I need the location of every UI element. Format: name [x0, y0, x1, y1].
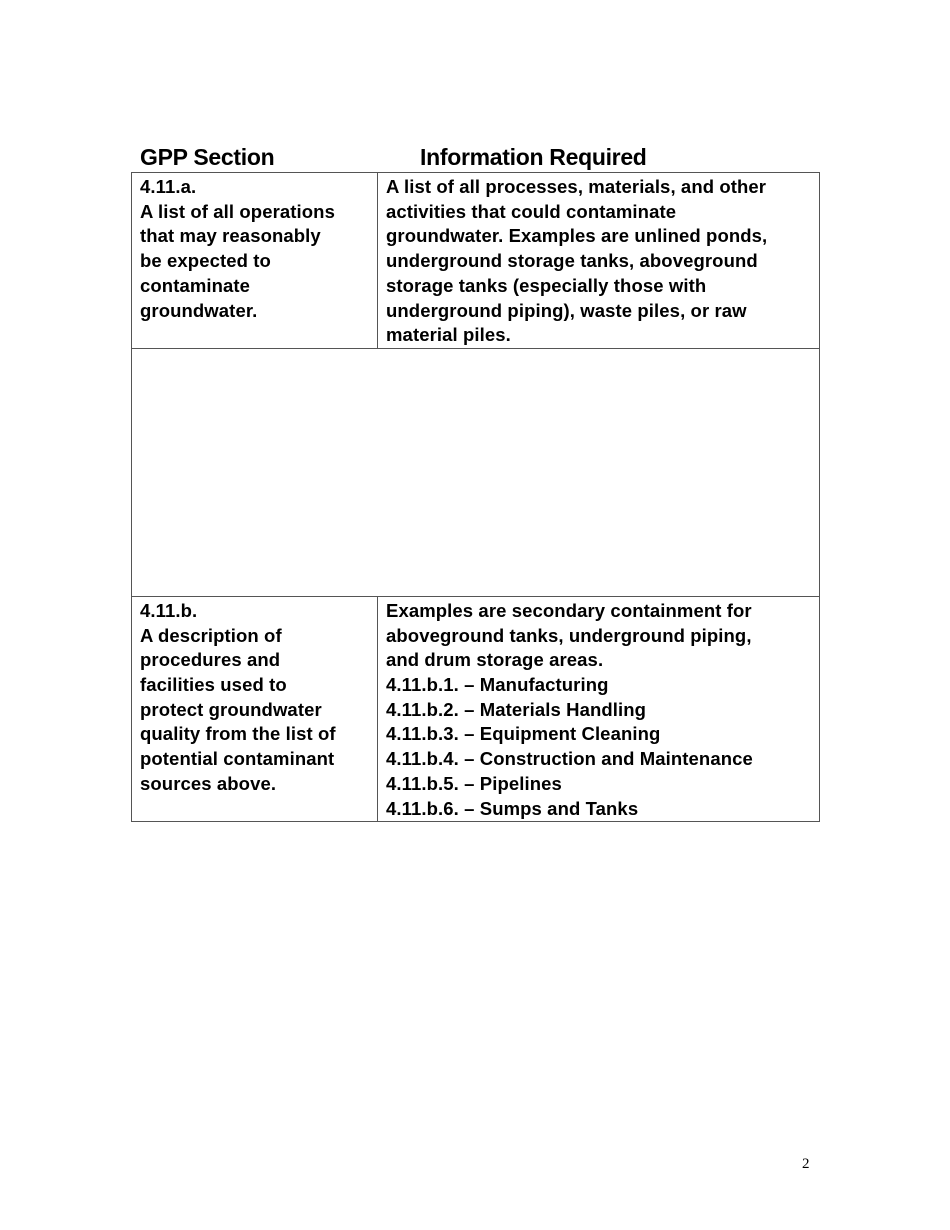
- table-row-4-11-a: [132, 173, 820, 349]
- info-list-item: 4.11.b.5. – Pipelines: [386, 772, 562, 794]
- info-text-line: storage tanks (especially those with: [386, 274, 707, 296]
- section-cell-4-11-b: [132, 596, 378, 821]
- section-id: 4.11.b.: [140, 599, 198, 621]
- info-text-line: underground piping), waste piles, or raw: [386, 299, 747, 321]
- section-text-line: procedures and: [140, 649, 281, 671]
- section-text-line: potential contaminant: [140, 748, 335, 770]
- info-cell-4-11-b: [378, 596, 820, 821]
- section-text-line: A list of all operations: [140, 200, 335, 222]
- info-text-line: aboveground tanks, underground piping,: [386, 624, 752, 646]
- section-text-line: sources above.: [140, 772, 277, 794]
- section-text-line: protect groundwater: [140, 698, 322, 720]
- section-text-line: quality from the list of: [140, 723, 336, 745]
- table-row-empty: [132, 348, 820, 596]
- info-list-item: 4.11.b.1. – Manufacturing: [386, 674, 609, 696]
- info-text-line: A list of all processes, materials, and other: [386, 176, 767, 197]
- section-text-line: A description of: [140, 624, 282, 646]
- table-header: [140, 144, 820, 174]
- header-gpp-section: GPP Section: [140, 144, 275, 170]
- info-text-line: underground storage tanks, aboveground: [386, 250, 758, 272]
- info-list-item: 4.11.b.4. – Construction and Maintenance: [386, 748, 753, 770]
- section-id: 4.11.a.: [140, 176, 197, 197]
- page-number: 2: [802, 1156, 810, 1172]
- section-text-line: be expected to: [140, 250, 271, 272]
- gpp-requirements-table: [131, 172, 820, 822]
- info-text-line: and drum storage areas.: [386, 649, 604, 671]
- info-text-line: Examples are secondary containment for: [386, 599, 752, 621]
- info-list-item: 4.11.b.6. – Sumps and Tanks: [386, 797, 639, 819]
- section-cell-4-11-a: [132, 173, 378, 349]
- info-list-item: 4.11.b.2. – Materials Handling: [386, 698, 647, 720]
- info-text-line: material piles.: [386, 324, 511, 346]
- section-text-line: facilities used to: [140, 674, 287, 696]
- info-list-item: 4.11.b.3. – Equipment Cleaning: [386, 723, 661, 745]
- empty-cell: [132, 348, 820, 596]
- section-text-line: contaminate: [140, 274, 251, 296]
- table-row-4-11-b: [132, 596, 820, 821]
- section-text-line: that may reasonably: [140, 225, 321, 247]
- header-information-required: Information Required: [420, 144, 647, 170]
- info-text-line: activities that could contaminate: [386, 200, 677, 222]
- info-cell-4-11-a: [378, 173, 820, 349]
- section-text-line: groundwater.: [140, 299, 258, 321]
- info-text-line: groundwater. Examples are unlined ponds,: [386, 225, 768, 247]
